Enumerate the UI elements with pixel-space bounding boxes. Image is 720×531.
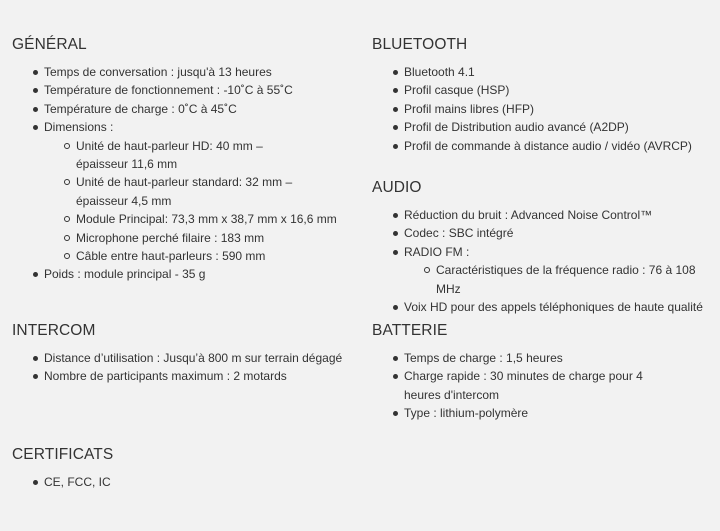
audio-list [372, 206, 717, 316]
list-item-radio: RADIO FM : Caractéristiques de la fréquence radio : 76 à 108 MHz [372, 243, 717, 298]
list-item: Câble entre haut-parleurs : 590 mm [44, 247, 352, 265]
list-item: Caractéristiques de la fréquence radio : 76 à 108 MHz [404, 261, 717, 298]
list-item: Charge rapide : 30 minutes de charge pour 4 heures d'intercom [372, 367, 674, 404]
radio-list [404, 261, 717, 298]
list-item: Microphone perché filaire : 183 mm [44, 229, 352, 247]
section-bluetooth [372, 35, 712, 155]
section-batterie [372, 321, 712, 423]
list-item-dimensions: Dimensions : Unité de haut-parleur HD: 40 mm – épaisseur 11,6 mm Unité de haut-parleur standard: 32 mm – épaisseur 4,5 mm Module Principal: 73,3 mm x 38,7 mm x 16,6 mm Microphone perché filaire : 183 mm Câble entre haut-parleurs : 590 mm [12, 118, 352, 265]
section-title-batterie: BATTERIE [372, 322, 448, 339]
list-item: Unité de haut-parleur standard: 32 mm – épaisseur 4,5 mm [44, 173, 316, 210]
section-certificats [12, 445, 352, 491]
dimensions-list [44, 137, 352, 266]
list-item: Type : lithium-polymère [372, 404, 712, 422]
list-item: Poids : module principal - 35 g [12, 265, 352, 283]
list-item: Température de charge : 0˚C à 45˚C [12, 100, 352, 118]
section-general [12, 35, 352, 284]
section-audio [372, 178, 717, 316]
list-item: Temps de conversation : jusqu'à 13 heures [12, 63, 352, 81]
section-title-general: GÉNÉRAL [12, 36, 87, 53]
list-item: Bluetooth 4.1 [372, 63, 712, 81]
list-item: Profil casque (HSP) [372, 81, 712, 99]
section-intercom [12, 321, 352, 386]
section-title-bluetooth: BLUETOOTH [372, 36, 468, 53]
intercom-list [12, 349, 352, 386]
list-item: Module Principal: 73,3 mm x 38,7 mm x 16,6 mm [44, 210, 352, 228]
list-item: Profil de commande à distance audio / vidéo (AVRCP) [372, 137, 712, 155]
list-item: Réduction du bruit : Advanced Noise Control™ [372, 206, 717, 224]
list-item: Voix HD pour des appels téléphoniques de haute qualité [372, 298, 717, 316]
section-title-intercom: INTERCOM [12, 322, 96, 339]
general-list [12, 63, 352, 284]
section-title-audio: AUDIO [372, 179, 422, 196]
section-title-certificats: CERTIFICATS [12, 446, 114, 463]
list-item: Température de fonctionnement : -10˚C à 55˚C [12, 81, 352, 99]
list-item: CE, FCC, IC [12, 473, 352, 491]
list-item: Nombre de participants maximum : 2 motards [12, 367, 352, 385]
list-item: Distance d’utilisation : Jusqu’à 800 m sur terrain dégagé [12, 349, 352, 367]
list-item: Unité de haut-parleur HD: 40 mm – épaisseur 11,6 mm [44, 137, 302, 174]
batterie-list [372, 349, 712, 423]
certificats-list [12, 473, 352, 491]
list-item: Profil mains libres (HFP) [372, 100, 712, 118]
list-item: Temps de charge : 1,5 heures [372, 349, 712, 367]
list-item: Profil de Distribution audio avancé (A2DP) [372, 118, 712, 136]
bluetooth-list [372, 63, 712, 155]
list-item: Codec : SBC intégré [372, 224, 717, 242]
